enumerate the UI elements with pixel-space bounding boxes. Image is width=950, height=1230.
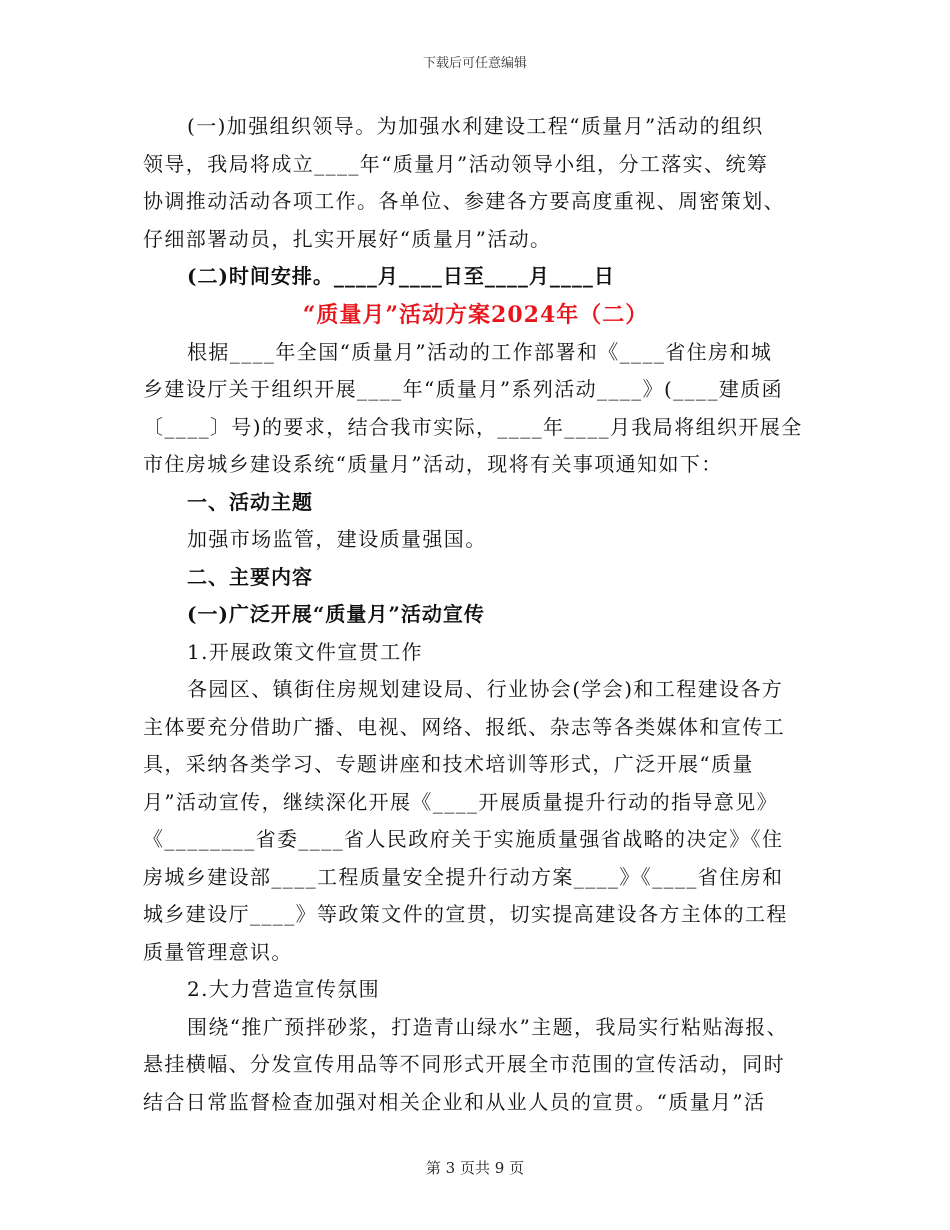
paragraph-line: 协调推动活动各项工作。各单位、参建各方要高度重视、周密策划、: [143, 189, 785, 213]
paragraph-line: 各园区、镇街住房规划建设局、行业协会(学会)和工程建设各方: [187, 677, 784, 701]
paragraph-line: 质量管理意识。: [143, 939, 293, 964]
item-heading: 2.大力营造宣传氛围: [187, 977, 381, 1001]
section-heading-theme: 一、活动主题: [187, 489, 313, 514]
paragraph-line: 乡建设厅关于组织开展____年“质量月”系列活动____》(____建质函: [143, 377, 784, 401]
paragraph-line: 结合日常监督检查加强对相关企业和从业人员的宣贯。“质量月”活: [143, 1089, 766, 1114]
paragraph-line: 领导，我局将成立____年“质量月”活动领导小组，分工落实、统筹: [143, 151, 769, 176]
paragraph-line: (一)加强组织领导。为加强水利建设工程“质量月”活动的组织: [187, 114, 764, 138]
page-footer: 第 3 页共 9 页: [425, 1159, 525, 1177]
section-heading-content: 二、主要内容: [187, 564, 313, 589]
time-schedule-heading: (二)时间安排。____月____日至____月____日: [187, 264, 615, 288]
paragraph-line: 主体要充分借助广播、电视、网络、报纸、杂志等各类媒体和宣传工: [143, 714, 785, 739]
paragraph-line: 根据____年全国“质量月”活动的工作部署和《____省住房和城: [187, 339, 773, 364]
paragraph-line: 具，采纳各类学习、专题讲座和技术培训等形式，广泛开展“质量: [143, 752, 754, 776]
document-title: “质量月”活动方案2024年（二）: [302, 301, 649, 328]
paragraph-line: 房城乡建设部____工程质量安全提升行动方案____》《____省住房和: [143, 864, 784, 889]
document-body: [143, 108, 808, 1121]
paragraph-line: 仔细部署动员，扎实开展好“质量月”活动。: [143, 226, 552, 251]
paragraph-line: 城乡建设厅____》等政策文件的宣贯，切实提高建设各方主体的工程: [143, 902, 788, 926]
theme-text: 加强市场监管，建设质量强国。: [187, 527, 487, 551]
paragraph-line: 月”活动宣传，继续深化开展《____开展质量提升行动的指导意见》: [143, 789, 779, 814]
paragraph-line: 围绕“推广预拌砂浆，打造青山绿水”主题，我局实行粘贴海报、: [187, 1014, 789, 1039]
paragraph-line: 〔____〕号)的要求，结合我市实际，____年____月我局将组织开展全: [143, 414, 803, 439]
subsection-heading: (一)广泛开展“质量月”活动宣传: [187, 602, 485, 626]
page-header: 下载后可任意编辑: [422, 56, 527, 71]
paragraph-line: 悬挂横幅、分发宣传用品等不同形式开展全市范围的宣传活动，同时: [143, 1052, 785, 1076]
item-heading: 1.开展政策文件宣贯工作: [187, 639, 423, 664]
paragraph-line: 《________省委____省人民政府关于实施质量强省战略的决定》《住: [143, 827, 784, 851]
paragraph-line: 市住房城乡建设系统“质量月”活动，现将有关事项通知如下：: [143, 452, 723, 476]
